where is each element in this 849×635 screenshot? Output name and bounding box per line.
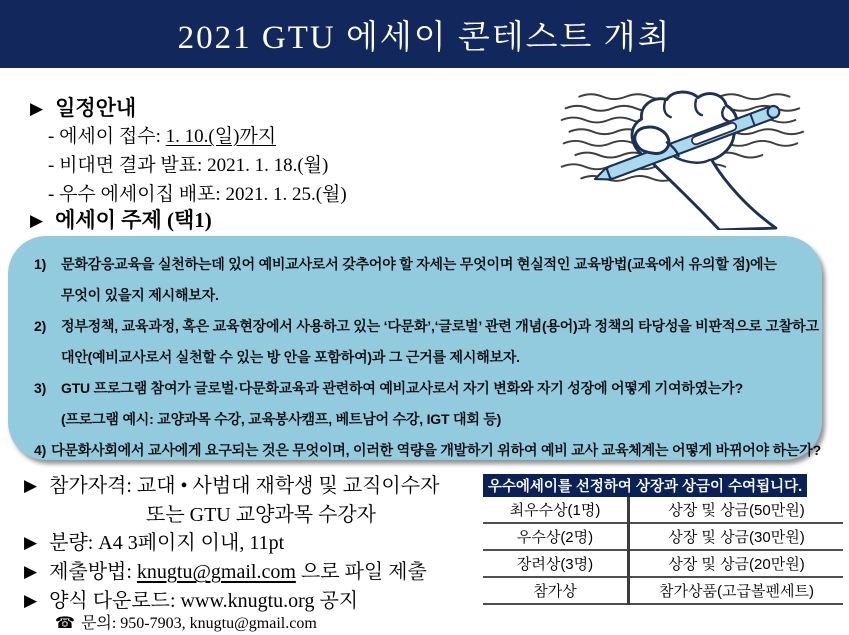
topic-line: 대안(예비교사로서 실천할 수 있는 방 안을 포함하여)과 그 근거를 제시해보자. — [61, 349, 520, 365]
awards-section — [483, 474, 843, 605]
contact-text: 문의: 950-7903, knugtu@gmail.com — [80, 615, 317, 632]
topic-line: 문화감응교육을 실천하는데 있어 예비교사로서 갖추어야 할 자세는 무엇이며 현실적인 교육방법(교육에서 유의할 점)에는 — [61, 256, 777, 272]
bullet-icon: ▶ — [30, 99, 44, 118]
writing-hand-illustration — [552, 84, 844, 230]
award-rank-cell: 장려상(3명) — [483, 550, 629, 577]
submit-email-link: knugtu@gmail.com — [136, 561, 296, 583]
info-qualification-line2: 또는 GTU 교양과목 수강자 — [146, 504, 376, 526]
bullet-icon: ▶ — [24, 533, 38, 552]
topic-line: (프로그램 예시: 교양과목 수강, 교육봉사캠프, 베트남어 수강, IGT 대회 등) — [61, 411, 502, 427]
award-rank-cell: 우수상(2명) — [483, 523, 629, 550]
topic-line: 무엇이 있을지 제시해보자. — [61, 287, 219, 303]
topic-item — [34, 249, 822, 311]
banner — [0, 0, 849, 68]
bullet-icon: ▶ — [30, 211, 44, 230]
schedule-list — [48, 122, 347, 209]
deadline-date: 1. 10.(일)까지 — [165, 126, 277, 147]
info-section — [24, 472, 439, 616]
table-row — [483, 497, 843, 523]
topic-line: 정부정책, 교육과정, 혹은 교육현장에서 사용하고 있는 ‘다문화’,‘글로벌’ 관련 개념(용어)과 정책의 타당성을 비판적으로 고찰하고 — [61, 318, 819, 334]
bullet-icon: ▶ — [24, 476, 38, 495]
topic-number: 3) — [34, 380, 47, 396]
topic-number: 1) — [34, 256, 47, 272]
page-title: 2021 GTU 에세이 콘테스트 개최 — [177, 19, 672, 56]
table-row — [483, 523, 843, 550]
topic-number: 2) — [34, 318, 47, 334]
info-form-download: ▶ 양식 다운로드: www.knugtu.org 공지 — [24, 587, 439, 616]
award-prize-cell: 상장 및 상금(20만원) — [629, 550, 844, 577]
bullet-icon: ▶ — [24, 562, 38, 581]
award-prize-cell: 상장 및 상금(30만원) — [629, 523, 844, 550]
awards-header: 우수에세이를 선정하여 상장과 상금이 수여됩니다. — [483, 474, 807, 497]
award-prize-cell: 상장 및 상금(50만원) — [629, 497, 844, 523]
table-row — [483, 577, 843, 604]
award-prize-cell: 참가상품(고급볼펜세트) — [629, 577, 844, 604]
schedule-heading-label: 일정안내 — [55, 96, 137, 120]
award-rank-cell: 참가상 — [483, 577, 629, 604]
award-rank-cell: 최우수상(1명) — [483, 497, 629, 523]
topics-box — [8, 236, 822, 460]
schedule-item-deadline: - 에세이 접수: 1. 10.(일)까지 — [48, 126, 277, 147]
schedule-item-distribution: - 우수 에세이집 배포: 2021. 1. 25.(월) — [48, 184, 347, 205]
table-row — [483, 550, 843, 577]
info-length: ▶ 분량: A4 3페이지 이내, 11pt — [24, 529, 439, 558]
topic-line: 다문화사회에서 교사에게 요구되는 것은 무엇이며, 이러한 역량을 개발하기 위하여 예비 교사 교육체계는 어떻게 바뀌어야 하는가? — [51, 442, 821, 458]
topics-heading-label: 에세이 주제 (택1) — [55, 208, 212, 232]
bullet-icon: ▶ — [24, 591, 38, 610]
topics-heading — [30, 204, 212, 234]
schedule-heading — [30, 92, 136, 122]
info-qualification: ▶ 참가자격: 교대 • 사범대 재학생 및 교직이수자 — [24, 472, 439, 501]
contact-line — [55, 610, 317, 633]
awards-table — [483, 497, 843, 605]
topic-item — [34, 311, 822, 373]
topic-number: 4) — [34, 442, 47, 458]
schedule-item-announcement: - 비대면 결과 발표: 2021. 1. 18.(월) — [48, 155, 329, 176]
info-submit: ▶ 제출방법: knugtu@gmail.com 으로 파일 제출 — [24, 558, 439, 587]
topic-item — [34, 435, 822, 466]
phone-icon: ☎ — [55, 615, 75, 632]
topic-line: GTU 프로그램 참여가 글로벌·다문화교육과 관련하여 예비교사로서 자기 변화와 자기 성장에 어떻게 기여하였는가? — [61, 380, 743, 396]
topic-item — [34, 373, 822, 435]
